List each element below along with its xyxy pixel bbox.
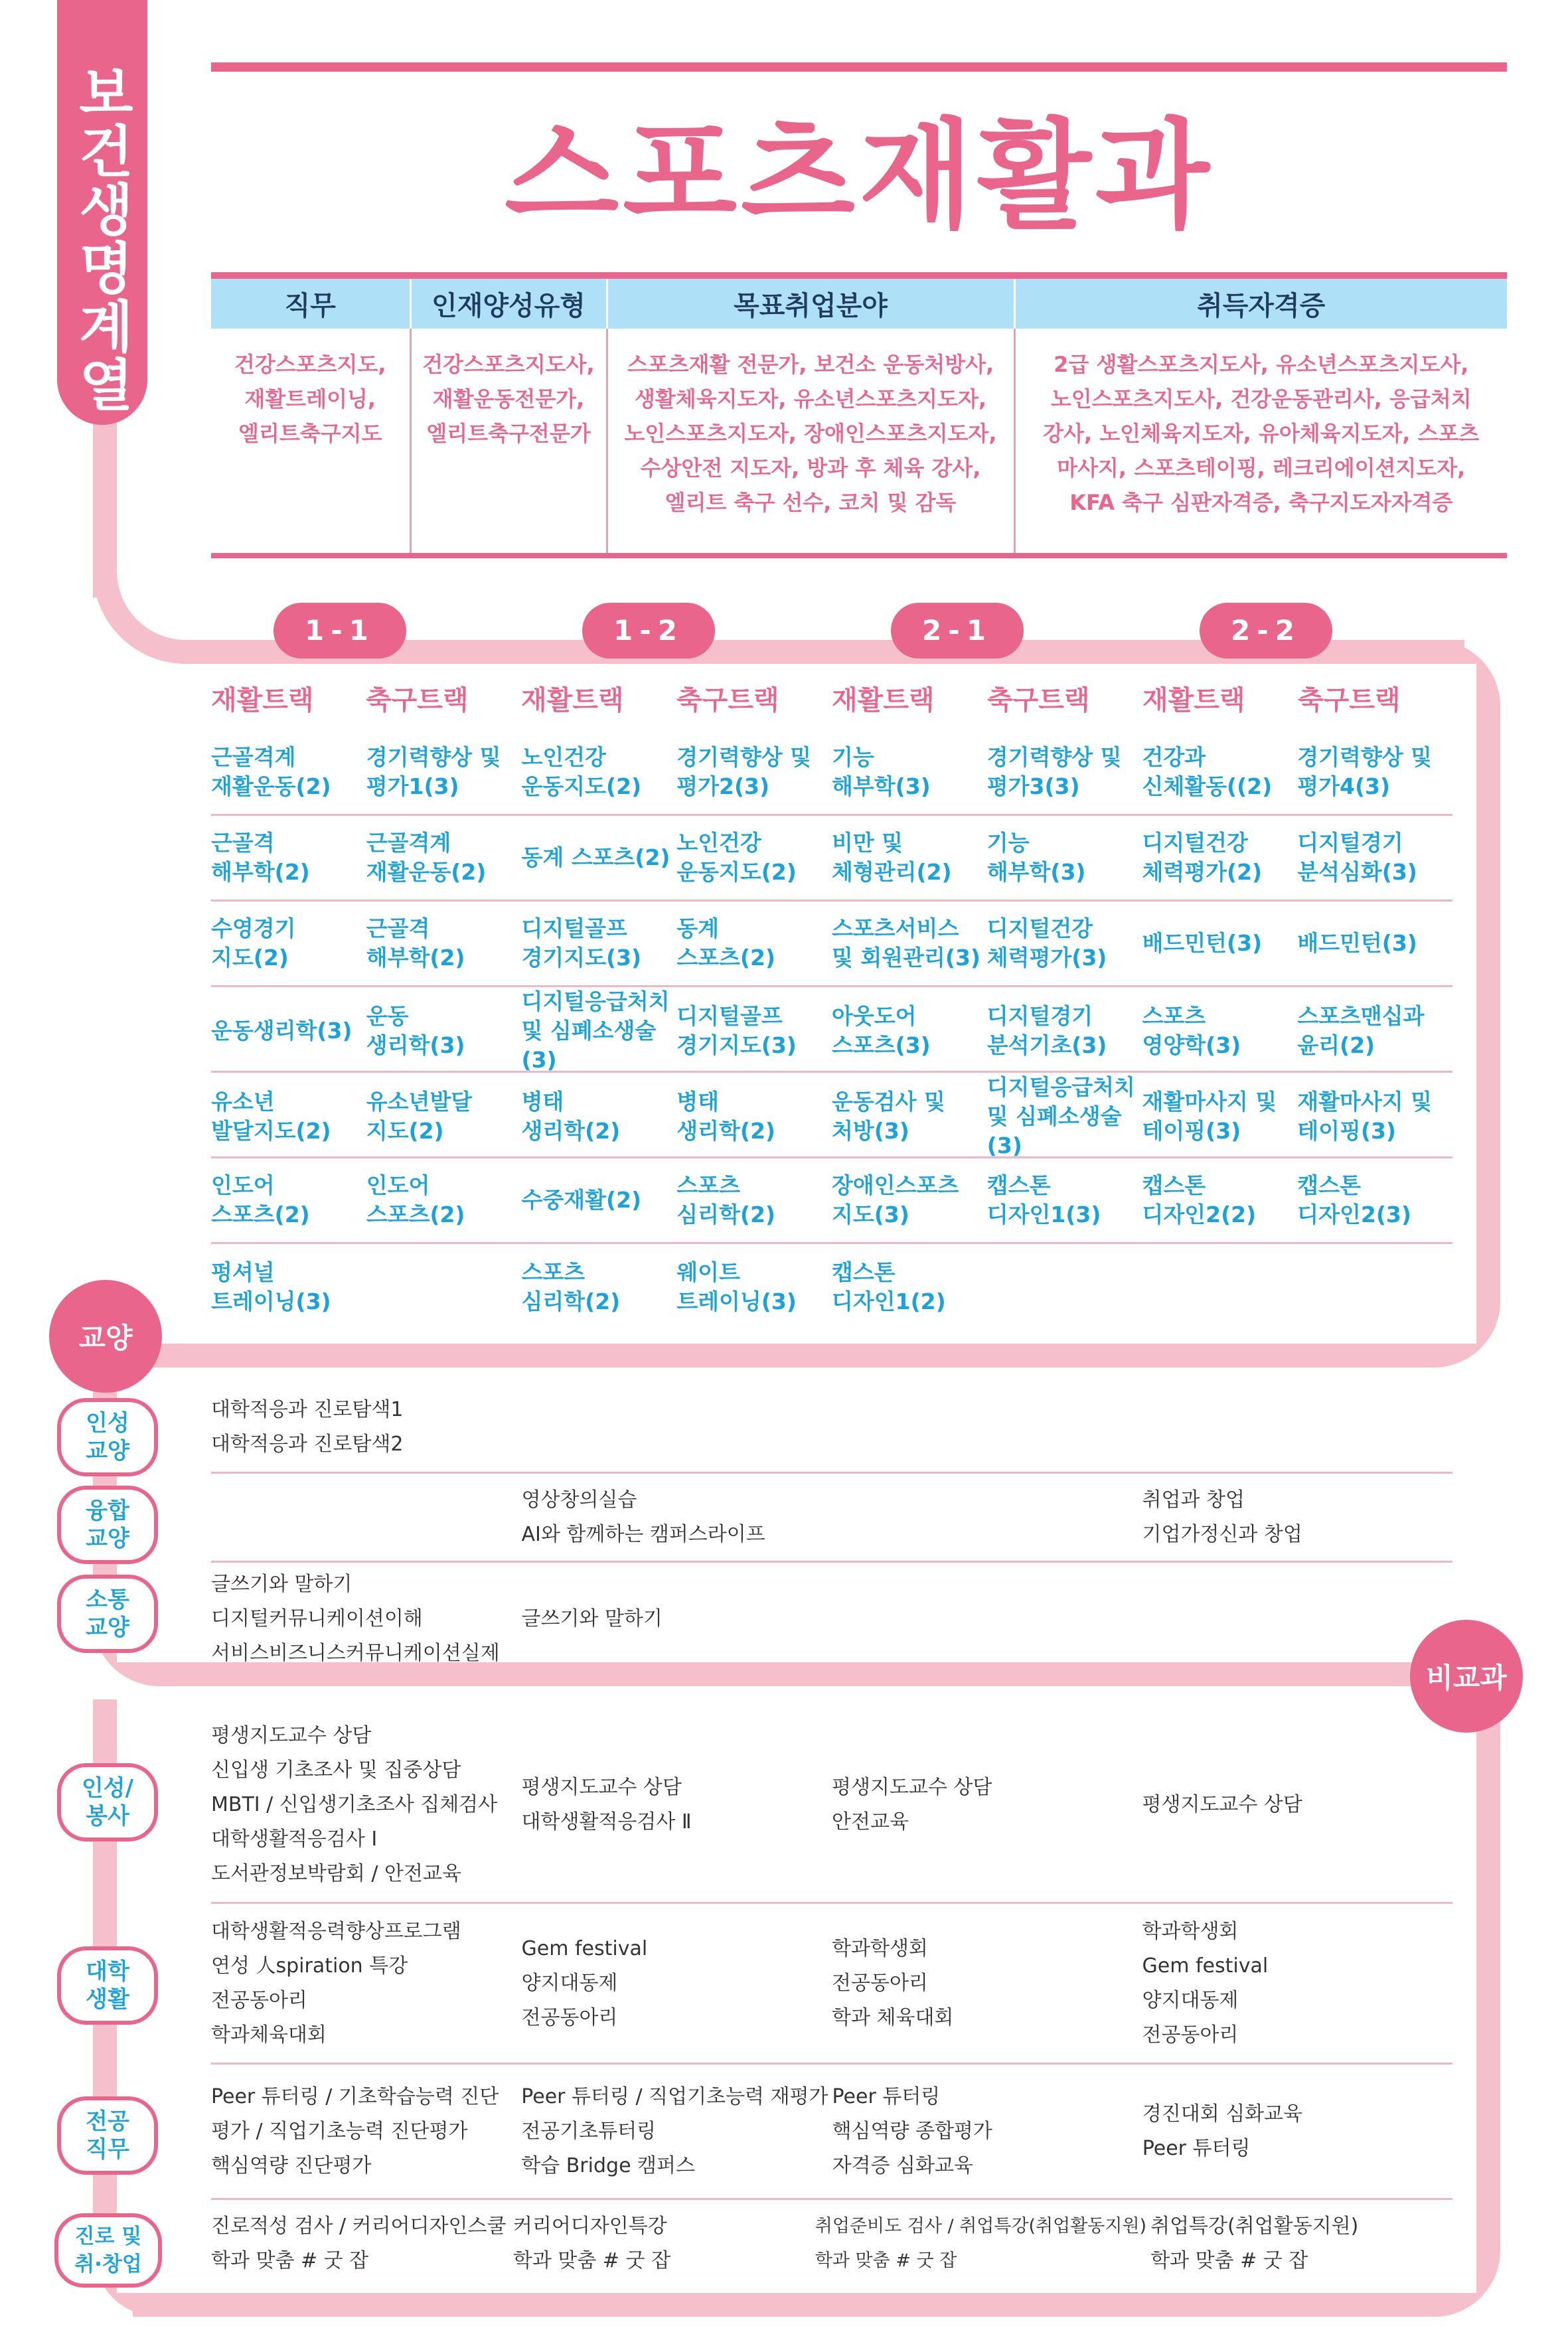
- section-item: 전공동아리: [832, 1971, 928, 1995]
- section-item: Peer 튜터링 / 직업기초능력 재평가: [521, 2084, 828, 2108]
- course-cell: 운동검사 및 처방(3): [832, 1089, 945, 1144]
- cell-line: 2급 생활스포츠지도사, 유소년스포츠지도사,: [1054, 352, 1469, 377]
- section-item: 기업가정신과 창업: [1142, 1522, 1302, 1546]
- course-grid: [211, 730, 1452, 1330]
- course-cell: 운동 생리학(3): [366, 1003, 465, 1058]
- course-cell: 캡스톤 디자인1(2): [832, 1259, 946, 1314]
- course-row: [211, 730, 1452, 816]
- section-item: Peer 튜터링: [832, 2084, 941, 2108]
- course-cell: 디지털건강 체력평가(3): [986, 915, 1107, 971]
- course-cell: 노인건강 운동지도(2): [676, 830, 797, 885]
- section-item: 학습 Bridge 캠퍼스: [521, 2154, 695, 2177]
- semester-tab-2-1: 2-1: [891, 603, 1024, 659]
- header-certificates: 취득자격증: [1014, 275, 1507, 329]
- cell-line: 엘리트 축구 선수, 코치 및 감독: [665, 490, 957, 515]
- section-column: [832, 1382, 1142, 1472]
- course-cell: 근골격계 재활운동(2): [211, 744, 331, 799]
- section-item: 학과 체육대회: [832, 2005, 954, 2029]
- course-cell: [987, 1244, 1142, 1330]
- section-item: 학과 맞춤 # 굿 잡: [815, 2250, 957, 2271]
- department-group-pill: [57, 0, 147, 425]
- section-column: [832, 2065, 1142, 2198]
- info-table-header-row: [211, 275, 1507, 329]
- section-item: Peer 튜터링: [1142, 2136, 1251, 2160]
- section-column: [513, 2200, 815, 2288]
- course-cell: 펑셔널 트레이닝(3): [211, 1259, 331, 1314]
- section-item: 도서관정보박람회 / 안전교육: [211, 1861, 461, 1885]
- course-cell: 스포츠 심리학(2): [521, 1259, 621, 1314]
- section-item: 평생지도교수 상담: [521, 1775, 682, 1799]
- course-cell: 경기력향상 및 평가2(3): [676, 744, 812, 799]
- header-target-field: 목표취업분야: [607, 275, 1014, 329]
- section-item: 취업과 창업: [1142, 1488, 1245, 1512]
- section-column: [832, 1707, 1142, 1902]
- category-pill-communication-liberal: 소통 교양: [57, 1575, 158, 1653]
- header-job: 직무: [211, 275, 410, 329]
- section-item: 글쓰기와 말하기: [211, 1573, 353, 1596]
- course-cell: 스포츠맨십과 윤리(2): [1297, 1003, 1425, 1058]
- section-item: 신입생 기초조사 및 집중상담: [211, 1758, 461, 1782]
- course-cell: 스포츠 영양학(3): [1142, 1003, 1241, 1058]
- track-header: 축구트랙: [987, 685, 1090, 716]
- cell-line: 건강스포츠지도사,: [422, 352, 595, 377]
- course-cell: 캡스톤 디자인2(2): [1142, 1172, 1257, 1227]
- category-pill-character-liberal: 인성 교양: [57, 1398, 158, 1476]
- course-row: [211, 816, 1452, 902]
- course-row: [211, 902, 1452, 987]
- cell-line: KFA 축구 심판자격증, 축구지도자자격증: [1069, 490, 1453, 515]
- section-item: 양지대동제: [521, 1971, 618, 1995]
- course-cell: 인도어 스포츠(2): [211, 1172, 310, 1227]
- header-rule: [211, 62, 1507, 72]
- course-cell: 캡스톤 디자인1(3): [986, 1172, 1101, 1227]
- course-cell: [1297, 1244, 1452, 1330]
- course-cell: 디지털골프 경기지도(3): [676, 1003, 797, 1058]
- cell-line: 재활운동전문가,: [432, 386, 585, 412]
- course-cell: 기능 해부학(3): [832, 744, 931, 799]
- section-item: 대학생활적응검사 Ⅰ: [211, 1827, 378, 1851]
- section-item: 핵심역량 종합평가: [832, 2119, 992, 2143]
- course-cell: 디지털경기 분석심화(3): [1297, 830, 1417, 885]
- section-item: 학과학생회: [832, 1936, 928, 1960]
- cell-line: 엘리트축구지도: [238, 421, 382, 446]
- semester-tab-1-1: 1-1: [274, 603, 406, 659]
- course-cell: 경기력향상 및 평가3(3): [986, 744, 1122, 799]
- course-cell: 재활마사지 및 테이핑(3): [1297, 1089, 1433, 1144]
- section-column: [211, 1904, 522, 2063]
- section-item: 평생지도교수 상담: [1142, 1792, 1302, 1816]
- course-cell: 디지털골프 경기지도(3): [521, 915, 642, 971]
- cell-line: 건강스포츠지도,: [234, 352, 386, 377]
- track-header: 재활트랙: [832, 685, 935, 716]
- cell-line: 생활체육지도자, 유소년스포츠지도자,: [634, 386, 987, 412]
- section-item: 평생지도교수 상담: [832, 1775, 992, 1799]
- section-column: [832, 1563, 1142, 1676]
- section-item: 양지대동제: [1142, 1988, 1239, 2012]
- course-cell: 노인건강 운동지도(2): [521, 744, 642, 799]
- cell-line: 강사, 노인체육지도자, 유아체육지도자, 스포츠: [1043, 421, 1480, 446]
- course-cell: 유소년 발달지도(2): [211, 1089, 331, 1144]
- nonsubject-row-career-startup: [211, 2200, 1452, 2288]
- course-cell: 스포츠 심리학(2): [676, 1172, 776, 1227]
- course-cell: 병태 생리학(2): [676, 1089, 776, 1144]
- cell-talent-type: [410, 329, 607, 556]
- track-header: 재활트랙: [1142, 685, 1245, 716]
- section-item: 연성 人spiration 특강: [211, 1954, 408, 1978]
- section-item: 학과 맞춤 # 굿 잡: [211, 2249, 369, 2272]
- category-pill-character-service: 인성/ 봉사: [57, 1763, 158, 1842]
- section-item: 학과 맞춤 # 굿 잡: [1150, 2249, 1308, 2272]
- course-cell: 디지털건강 체력평가(2): [1142, 830, 1263, 885]
- section-column: [522, 1474, 832, 1561]
- track-line-bottom-horizontal: [133, 2293, 1414, 2317]
- section-item: 안전교육: [832, 1810, 909, 1834]
- category-pill-major-job: 전공 직무: [57, 2096, 158, 2175]
- course-cell: 배드민턴(3): [1297, 930, 1417, 956]
- course-row: [211, 1244, 1452, 1330]
- track-header: 축구트랙: [676, 685, 779, 716]
- course-cell: 디지털응급처치 및 심폐소생술(3): [521, 988, 670, 1073]
- section-column: [832, 1474, 1142, 1561]
- cell-line: 마사지, 스포츠테이핑, 레크리에이션지도자,: [1057, 455, 1466, 481]
- section-item: 학과 맞춤 # 굿 잡: [512, 2249, 671, 2272]
- course-cell: 경기력향상 및 평가4(3): [1297, 744, 1433, 799]
- section-item: Gem festival: [1142, 1954, 1269, 1978]
- course-cell: 장애인스포츠 지도(3): [832, 1172, 959, 1227]
- nonsubject-row-major-job: [211, 2065, 1452, 2200]
- nonsubject-row-campus-life: [211, 1904, 1452, 2065]
- section-column: [832, 1904, 1142, 2063]
- section-item: 대학생활적응검사 Ⅱ: [521, 1810, 692, 1834]
- category-pill-career-startup: 진로 및 취·창업: [54, 2213, 162, 2288]
- page-title: 스포츠재활과: [505, 107, 1214, 244]
- course-cell: 재활마사지 및 테이핑(3): [1142, 1089, 1277, 1144]
- cell-line: 수상안전 지도자, 방과 후 체육 강사,: [640, 455, 981, 481]
- section-item: 경진대회 심화교육: [1142, 2102, 1303, 2126]
- course-cell: 건강과 신체활동((2): [1142, 744, 1273, 799]
- section-column: [211, 1563, 522, 1676]
- course-row: [211, 1158, 1452, 1244]
- section-column: [1142, 1563, 1453, 1676]
- course-cell: 근골격 해부학(2): [211, 830, 310, 885]
- section-item: Gem festival: [521, 1936, 648, 1960]
- course-cell: 아웃도어 스포츠(3): [832, 1003, 931, 1058]
- section-item: 대학적응과 진로탐색2: [211, 1432, 404, 1456]
- cell-line: 노인스포츠지도자, 장애인스포츠지도자,: [624, 421, 997, 446]
- section-item: 학과체육대회: [211, 2023, 327, 2047]
- header-talent-type: 인재양성유형: [410, 275, 607, 329]
- course-cell: 수영경기 지도(2): [211, 915, 296, 971]
- section-item: 전공기초튜터링: [521, 2119, 657, 2143]
- course-cell: 유소년발달 지도(2): [366, 1089, 473, 1144]
- liberal-row-communication: [211, 1563, 1452, 1676]
- nonsubject-row-character-service: [211, 1707, 1452, 1904]
- category-pill-campus-life: 대학 생활: [57, 1946, 158, 2025]
- section-column: [522, 1904, 832, 2063]
- cell-line: 스포츠재활 전문가, 보건소 운동처방사,: [627, 352, 994, 377]
- course-cell: 운동생리학(3): [211, 1018, 353, 1044]
- section-column: [522, 1563, 832, 1676]
- section-column: [211, 1382, 522, 1472]
- liberal-arts-badge: 교양: [49, 1280, 162, 1393]
- course-cell: 디지털경기 분석기초(3): [986, 1003, 1107, 1058]
- cell-line: 재활트레이닝,: [244, 386, 376, 412]
- cell-line: 노인스포츠지도사, 건강운동관리사, 응급처치: [1050, 386, 1472, 412]
- section-item: 학과학생회: [1142, 1919, 1239, 1943]
- course-cell: 스포츠서비스 및 회원관리(3): [832, 915, 981, 971]
- section-item: 커리어디자인특강: [512, 2215, 667, 2238]
- section-item: 영상창의실습: [521, 1488, 637, 1512]
- track-line-right-vertical-lower: [1476, 1686, 1500, 2250]
- semester-tab-1-2: 1-2: [582, 603, 715, 659]
- track-header: 축구트랙: [1298, 685, 1401, 716]
- info-table: [211, 272, 1507, 558]
- course-cell: [1142, 1244, 1298, 1330]
- course-cell: 근골격 해부학(2): [366, 915, 465, 971]
- section-item: 전공동아리: [211, 1988, 307, 2012]
- track-header: 축구트랙: [366, 685, 469, 716]
- cell-line: 엘리트축구전문가: [426, 421, 591, 446]
- section-item: 진로적성 검사 / 커리어디자인스쿨: [211, 2215, 507, 2238]
- section-item: 자격증 심화교육: [832, 2154, 973, 2177]
- track-line-left-vertical-top: [93, 398, 117, 597]
- section-column: [522, 1707, 832, 1902]
- section-item: 평가 / 직업기초능력 진단평가: [211, 2119, 468, 2143]
- cell-target-field: [607, 329, 1014, 556]
- section-item: 평생지도교수 상담: [211, 1723, 372, 1747]
- course-cell: 기능 해부학(3): [986, 830, 1086, 885]
- section-column: [1150, 2200, 1452, 2288]
- section-item: 서비스비즈니스커뮤니케이션실제: [211, 1642, 500, 1665]
- track-line-mid-horizontal-1: [133, 1344, 1414, 1368]
- section-column: [521, 2065, 832, 2198]
- category-pill-convergence-liberal: 융합 교양: [57, 1486, 158, 1564]
- section-column: [815, 2200, 1150, 2288]
- course-row: [211, 1073, 1452, 1158]
- section-item: AI와 함께하는 캠퍼스라이프: [521, 1522, 765, 1546]
- section-column: [1142, 1904, 1453, 2063]
- section-column: [211, 1707, 522, 1902]
- course-cell: 동계 스포츠(2): [521, 844, 670, 870]
- section-item: 디지털커뮤니케이션이해: [211, 1607, 423, 1630]
- track-header: 재활트랙: [521, 685, 624, 716]
- section-item: Peer 튜터링 / 기초학습능력 진단: [211, 2084, 499, 2108]
- info-table-body-row: [211, 329, 1507, 556]
- course-cell: 인도어 스포츠(2): [366, 1172, 465, 1227]
- cell-job: [211, 329, 410, 556]
- cell-certificates: [1014, 329, 1507, 556]
- section-column: [1142, 2065, 1452, 2198]
- section-item: 전공동아리: [1142, 2023, 1239, 2047]
- section-column: [522, 1382, 832, 1472]
- liberal-row-character: [211, 1382, 1452, 1474]
- track-curve-top-left: [93, 571, 186, 664]
- liberal-row-convergence: [211, 1474, 1452, 1563]
- course-cell: 디지털응급처치 및 심폐소생술(3): [986, 1074, 1135, 1158]
- course-cell: 웨이트 트레이닝(3): [676, 1259, 797, 1314]
- section-column: [1142, 1707, 1453, 1902]
- track-line-right-vertical: [1476, 730, 1500, 1294]
- course-cell: 경기력향상 및 평가1(3): [366, 744, 501, 799]
- course-cell: 배드민턴(3): [1142, 930, 1263, 956]
- section-item: 핵심역량 진단평가: [211, 2154, 372, 2177]
- course-row: [211, 987, 1452, 1073]
- section-item: MBTI / 신입생기초조사 집체검사: [211, 1792, 498, 1816]
- section-item: 글쓰기와 말하기: [521, 1607, 663, 1630]
- section-column: [211, 2200, 513, 2288]
- section-column: [211, 2065, 521, 2198]
- nonsubject-badge: 비교과: [1410, 1620, 1523, 1733]
- track-header: 재활트랙: [211, 685, 314, 716]
- course-cell: 캡스톤 디자인2(3): [1297, 1172, 1411, 1227]
- section-item: 대학적응과 진로탐색1: [211, 1397, 404, 1421]
- section-item: 대학생활적응력향상프로그램: [211, 1919, 461, 1943]
- section-column: [1142, 1382, 1453, 1472]
- section-item: 취업준비도 검사 / 취업특강(취업활동지원): [815, 2216, 1147, 2236]
- section-column: [211, 1474, 522, 1561]
- course-cell: 비만 및 체형관리(2): [832, 830, 952, 885]
- course-cell: 동계 스포츠(2): [676, 915, 776, 971]
- course-cell: 병태 생리학(2): [521, 1089, 621, 1144]
- section-column: [1142, 1474, 1453, 1561]
- course-cell: 근골격계 재활운동(2): [366, 830, 487, 885]
- course-cell: 수중재활(2): [521, 1187, 642, 1213]
- section-item: 전공동아리: [521, 2005, 618, 2029]
- section-item: 취업특강(취업활동지원): [1150, 2215, 1359, 2238]
- semester-tab-2-2: 2-2: [1200, 603, 1332, 659]
- course-cell: [366, 1244, 522, 1330]
- department-group-label: 보건생명계열: [69, 64, 135, 414]
